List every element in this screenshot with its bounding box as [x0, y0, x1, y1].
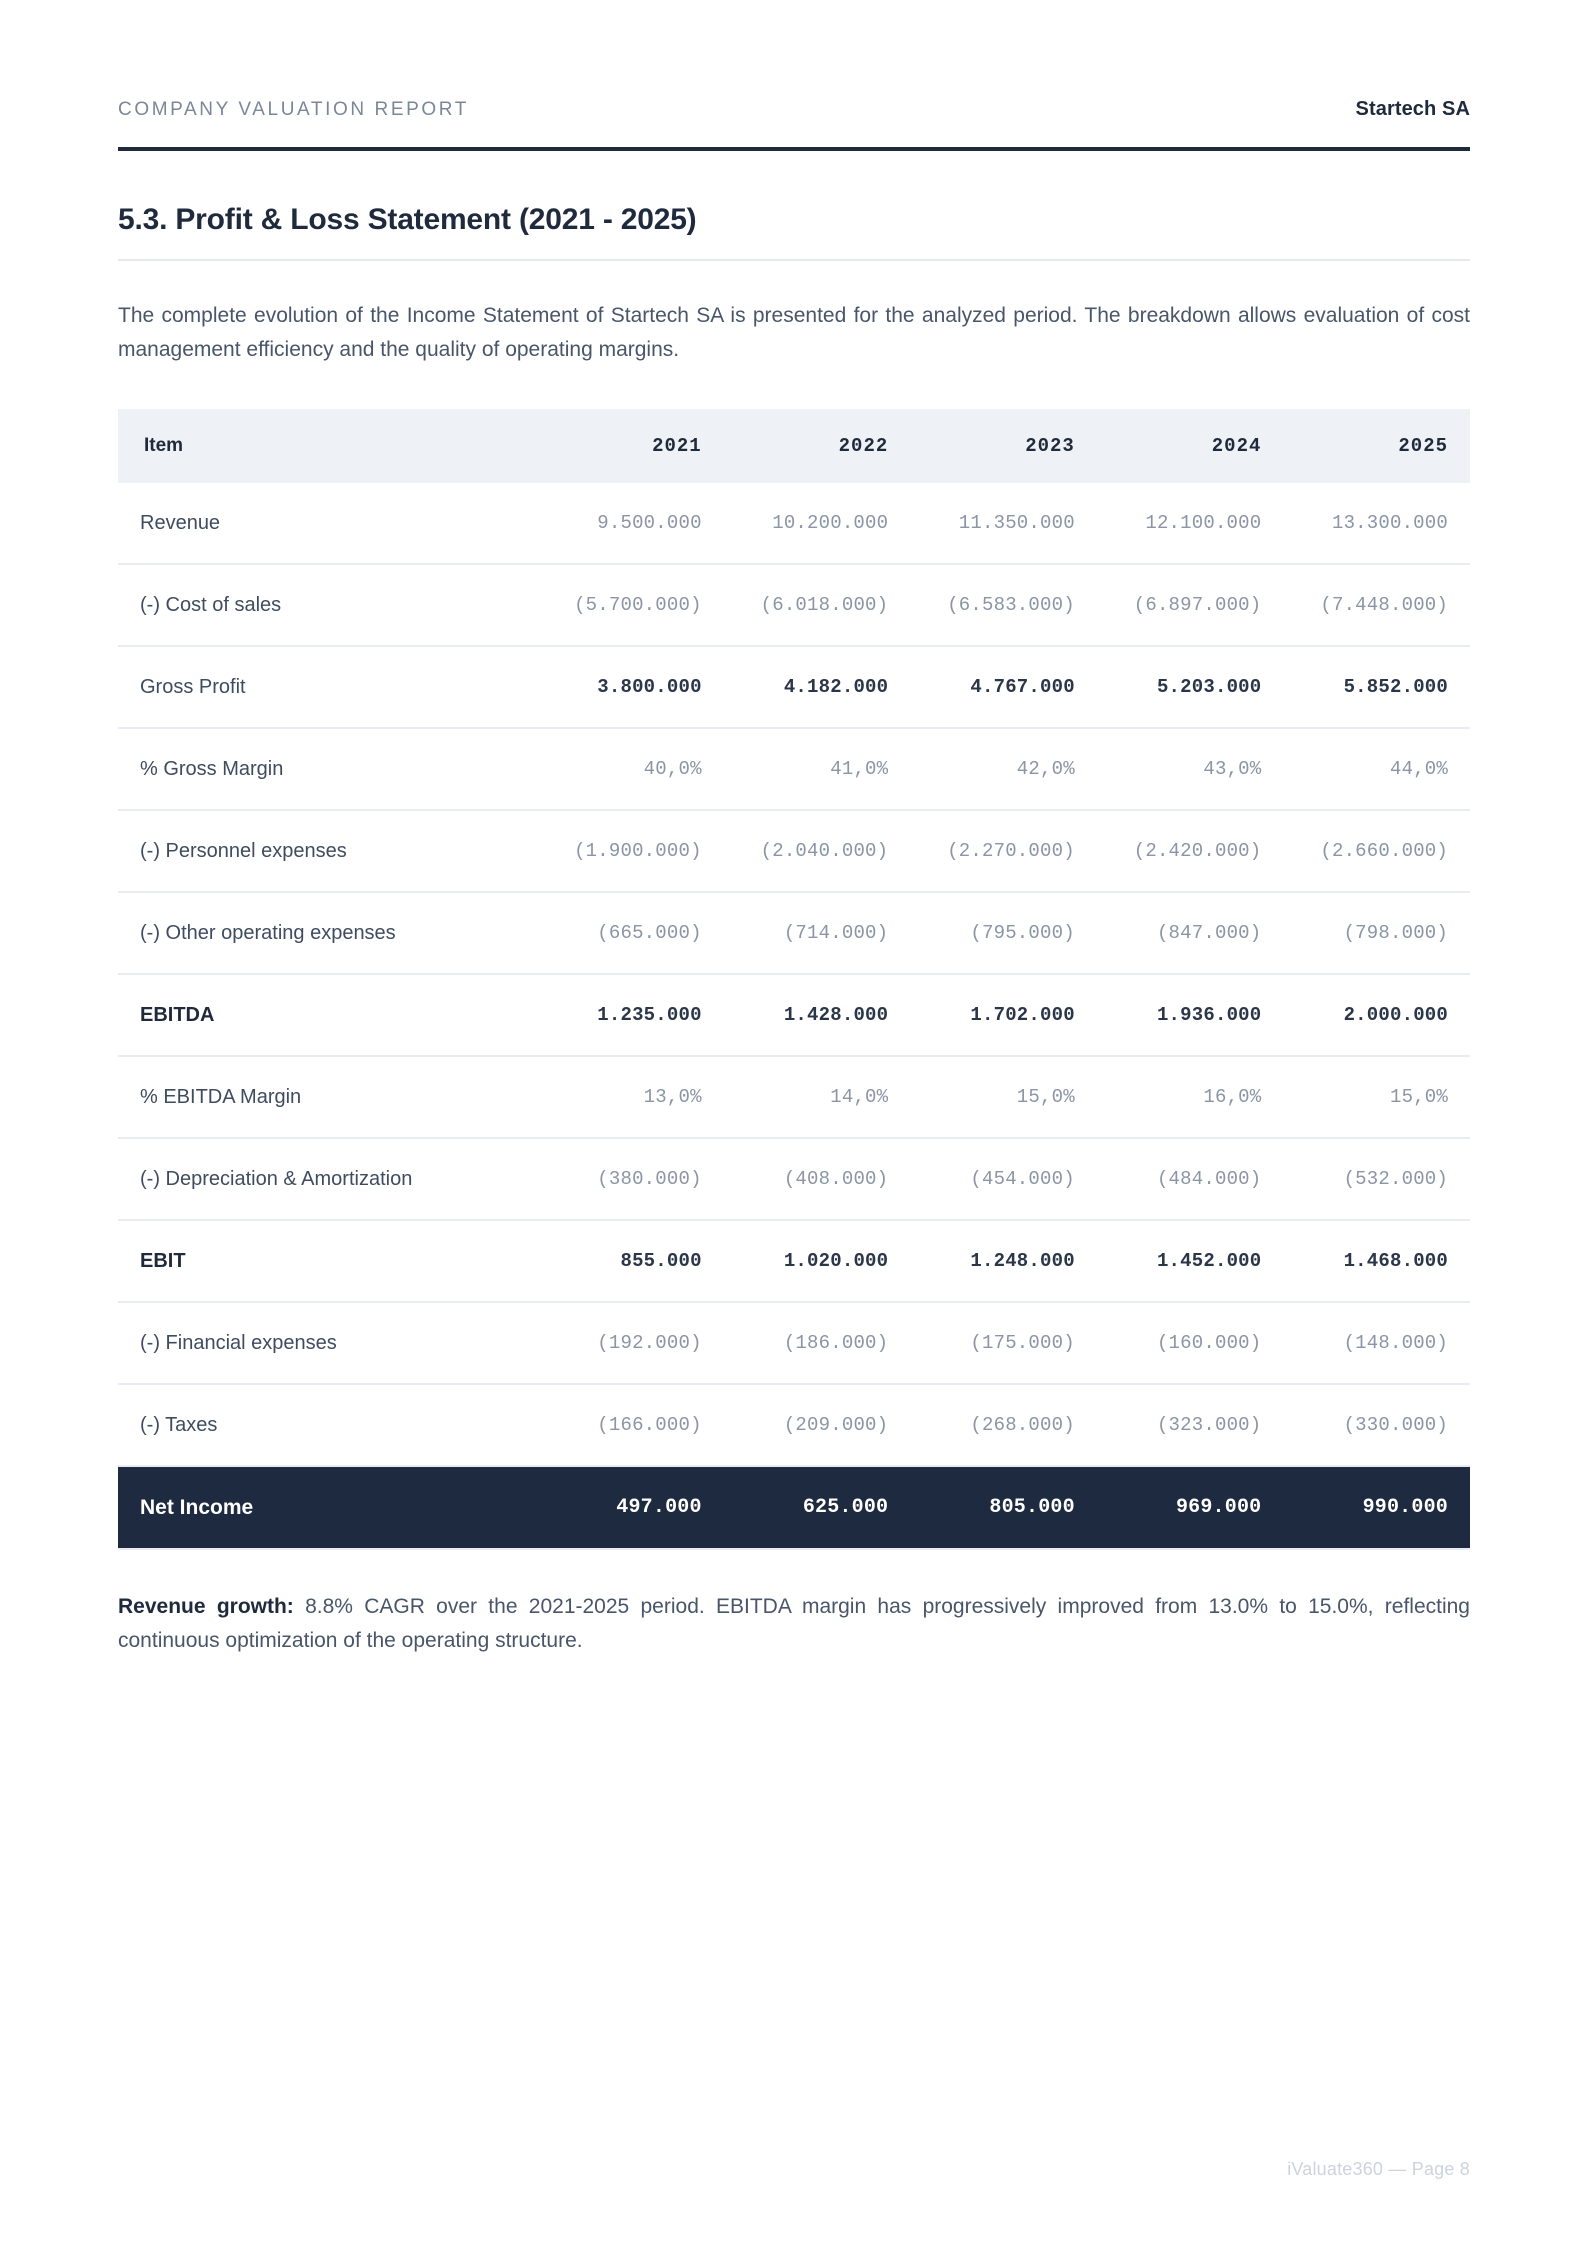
- table-row: [118, 1056, 1470, 1138]
- row-label: (-) Depreciation & Amortization: [118, 1138, 537, 1220]
- row-value-2023: 15,0%: [910, 1056, 1097, 1138]
- table-body: [118, 483, 1470, 1549]
- row-value-2023: 1.702.000: [910, 974, 1097, 1056]
- row-value-2023: 1.248.000: [910, 1220, 1097, 1302]
- row-value-2025: 1.468.000: [1283, 1220, 1470, 1302]
- row-value-2023: (454.000): [910, 1138, 1097, 1220]
- row-label: % Gross Margin: [118, 728, 537, 810]
- table-header: [118, 409, 1470, 483]
- row-value-2024: (847.000): [1097, 892, 1284, 974]
- row-value-2024: 12.100.000: [1097, 483, 1284, 564]
- row-label: (-) Taxes: [118, 1384, 537, 1466]
- row-value-2022: 14,0%: [724, 1056, 911, 1138]
- row-value-2022: 1.428.000: [724, 974, 911, 1056]
- row-value-2024: (2.420.000): [1097, 810, 1284, 892]
- row-label: EBITDA: [118, 974, 537, 1056]
- row-label: EBIT: [118, 1220, 537, 1302]
- profit-loss-table: [118, 409, 1470, 1550]
- row-value-2022: 625.000: [724, 1466, 911, 1549]
- row-value-2024: (160.000): [1097, 1302, 1284, 1384]
- row-value-2025: 5.852.000: [1283, 646, 1470, 728]
- table-row: [118, 728, 1470, 810]
- page-title: 5.3. Profit & Loss Statement (2021 - 2025): [118, 151, 1470, 261]
- row-value-2023: 4.767.000: [910, 646, 1097, 728]
- table-row: [118, 810, 1470, 892]
- row-value-2021: 9.500.000: [537, 483, 724, 564]
- row-value-2021: (192.000): [537, 1302, 724, 1384]
- row-value-2025: (2.660.000): [1283, 810, 1470, 892]
- row-value-2022: (714.000): [724, 892, 911, 974]
- row-value-2021: (380.000): [537, 1138, 724, 1220]
- closing-note-lead: Revenue growth:: [118, 1595, 294, 1619]
- row-value-2024: (6.897.000): [1097, 564, 1284, 646]
- closing-note-text: 8.8% CAGR over the 2021-2025 period. EBITDA margin has progressively improved from 13.0% to 15.0%, reflecting continuous optimization of the operating structure.: [118, 1595, 1470, 1653]
- intro-paragraph: The complete evolution of the Income Statement of Startech SA is presented for the analyzed period. The breakdown allows evaluation of cost management efficiency and the quality of operating margins.: [118, 304, 1470, 362]
- row-value-2024: (484.000): [1097, 1138, 1284, 1220]
- table-row: [118, 1138, 1470, 1220]
- row-value-2022: 10.200.000: [724, 483, 911, 564]
- row-value-2021: (5.700.000): [537, 564, 724, 646]
- row-value-2025: (7.448.000): [1283, 564, 1470, 646]
- column-header-2024: 2024: [1097, 409, 1284, 483]
- row-value-2022: (408.000): [724, 1138, 911, 1220]
- column-header-item: Item: [118, 409, 537, 483]
- page-footer: iValuate360 — Page 8: [1287, 2159, 1470, 2179]
- row-value-2025: (532.000): [1283, 1138, 1470, 1220]
- table-row: [118, 892, 1470, 974]
- row-value-2024: 5.203.000: [1097, 646, 1284, 728]
- row-value-2021: 855.000: [537, 1220, 724, 1302]
- row-value-2024: 16,0%: [1097, 1056, 1284, 1138]
- row-value-2021: (1.900.000): [537, 810, 724, 892]
- table-row: [118, 646, 1470, 728]
- row-label: (-) Personnel expenses: [118, 810, 537, 892]
- table-row: [118, 1384, 1470, 1466]
- row-value-2021: (166.000): [537, 1384, 724, 1466]
- column-header-2022: 2022: [724, 409, 911, 483]
- row-value-2025: (148.000): [1283, 1302, 1470, 1384]
- row-value-2021: 13,0%: [537, 1056, 724, 1138]
- table-row: [118, 1220, 1470, 1302]
- row-value-2022: 1.020.000: [724, 1220, 911, 1302]
- table-row: [118, 974, 1470, 1056]
- row-value-2025: (330.000): [1283, 1384, 1470, 1466]
- row-label: (-) Cost of sales: [118, 564, 537, 646]
- row-value-2022: (6.018.000): [724, 564, 911, 646]
- row-value-2021: 3.800.000: [537, 646, 724, 728]
- row-label: Gross Profit: [118, 646, 537, 728]
- report-type-label: COMPANY VALUATION REPORT: [118, 99, 469, 120]
- row-value-2021: 497.000: [537, 1466, 724, 1549]
- table-row: [118, 1302, 1470, 1384]
- column-header-2025: 2025: [1283, 409, 1470, 483]
- row-value-2023: (175.000): [910, 1302, 1097, 1384]
- table-header-row: [118, 409, 1470, 483]
- column-header-2021: 2021: [537, 409, 724, 483]
- row-label: (-) Other operating expenses: [118, 892, 537, 974]
- row-value-2025: 990.000: [1283, 1466, 1470, 1549]
- table-row: [118, 1466, 1470, 1549]
- table-row: [118, 564, 1470, 646]
- row-label: % EBITDA Margin: [118, 1056, 537, 1138]
- row-value-2024: 1.936.000: [1097, 974, 1284, 1056]
- row-value-2024: 1.452.000: [1097, 1220, 1284, 1302]
- profit-loss-table-container: [118, 409, 1470, 1550]
- row-value-2023: (2.270.000): [910, 810, 1097, 892]
- running-header: [118, 0, 1470, 151]
- row-value-2022: 41,0%: [724, 728, 911, 810]
- row-label: Revenue: [118, 483, 537, 564]
- row-value-2024: 43,0%: [1097, 728, 1284, 810]
- column-header-2023: 2023: [910, 409, 1097, 483]
- company-name-label: Startech SA: [1355, 98, 1470, 120]
- row-value-2022: (186.000): [724, 1302, 911, 1384]
- row-value-2021: 40,0%: [537, 728, 724, 810]
- row-value-2025: 15,0%: [1283, 1056, 1470, 1138]
- row-value-2022: (209.000): [724, 1384, 911, 1466]
- row-value-2025: 13.300.000: [1283, 483, 1470, 564]
- row-label: (-) Financial expenses: [118, 1302, 537, 1384]
- row-value-2024: (323.000): [1097, 1384, 1284, 1466]
- table-row: [118, 483, 1470, 564]
- row-value-2023: 805.000: [910, 1466, 1097, 1549]
- row-value-2024: 969.000: [1097, 1466, 1284, 1549]
- row-value-2025: 2.000.000: [1283, 974, 1470, 1056]
- row-value-2025: (798.000): [1283, 892, 1470, 974]
- row-value-2022: 4.182.000: [724, 646, 911, 728]
- row-value-2023: 11.350.000: [910, 483, 1097, 564]
- closing-note: [118, 1550, 1470, 1658]
- row-value-2022: (2.040.000): [724, 810, 911, 892]
- row-value-2023: (6.583.000): [910, 564, 1097, 646]
- row-value-2025: 44,0%: [1283, 728, 1470, 810]
- row-value-2021: 1.235.000: [537, 974, 724, 1056]
- row-value-2021: (665.000): [537, 892, 724, 974]
- row-value-2023: 42,0%: [910, 728, 1097, 810]
- row-value-2023: (268.000): [910, 1384, 1097, 1466]
- row-label: Net Income: [118, 1466, 537, 1549]
- row-value-2023: (795.000): [910, 892, 1097, 974]
